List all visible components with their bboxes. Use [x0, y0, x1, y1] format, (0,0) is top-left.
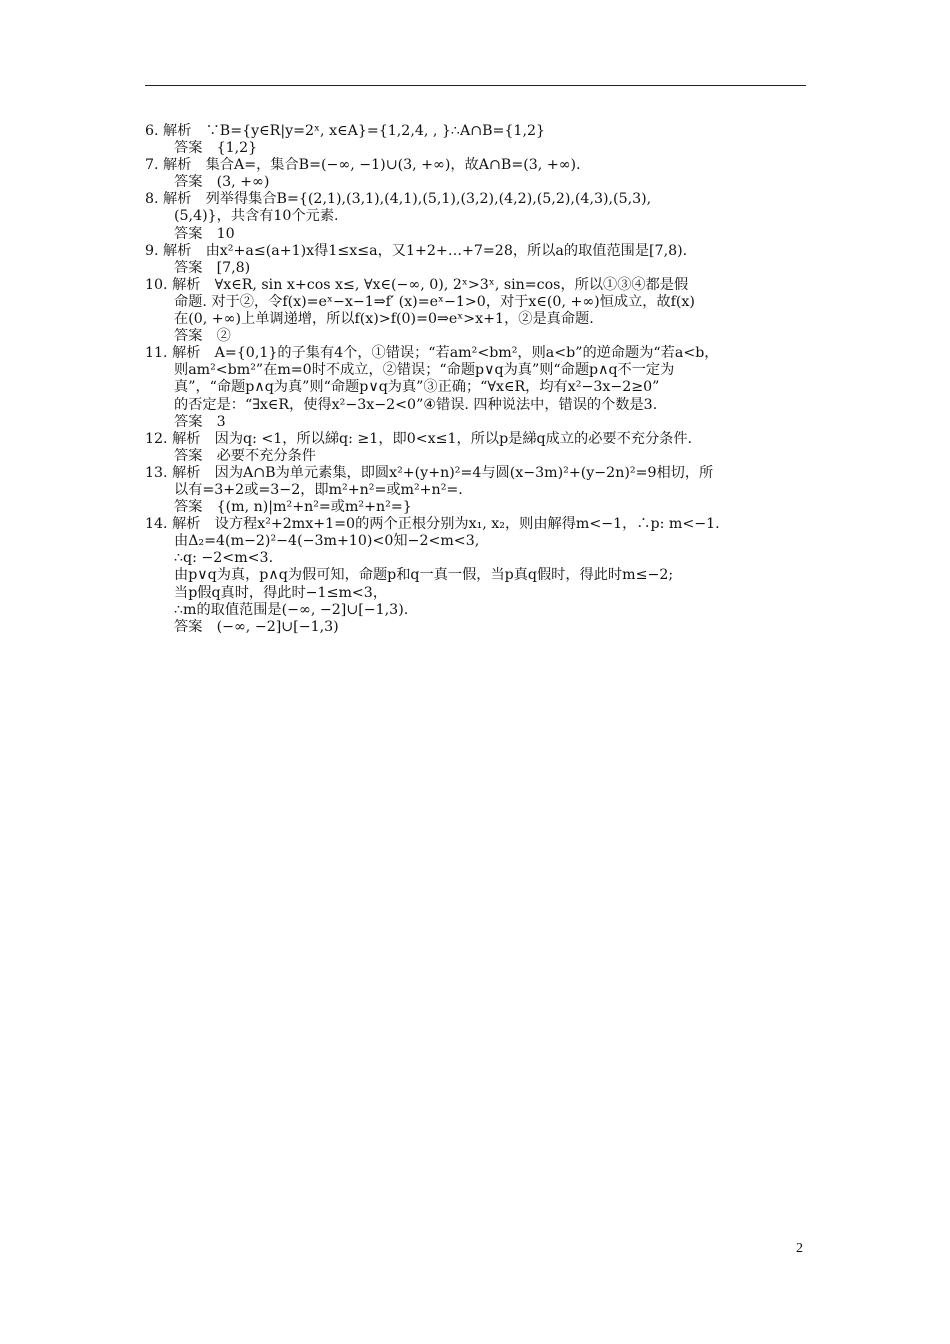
text-line: 命题. 对于②，令f(x)=eˣ−x−1⇒f′ (x)=eˣ−1>0，对于x∈(0, +∞)恒成立，故f(x) [174, 293, 695, 310]
text-line: 答案 必要不充分条件 [174, 447, 316, 464]
text-line: 13. 解析 因为A∩B为单元素集，即圆x²+(y+n)²=4与圆(x−3m)²+(y−2n)²=9相切，所 [145, 464, 714, 481]
text-line: 当p假q真时，得此时−1≤m<3， [174, 584, 388, 601]
page-number: 2 [796, 1241, 803, 1256]
text-line: 则am²<bm²”在m=0时不成立，②错误；“命题p∨q为真”则“命题p∧q不一定为 [174, 362, 675, 379]
text-line: 12. 解析 因为q: <1，所以綈q: ≥1，即0<x≤1，所以p是綈q成立的必要不充分条件. [145, 430, 693, 447]
text-line: 以有=3+2或=3−2，即m²+n²=或m²+n²=. [174, 481, 463, 498]
text-line: 答案 10 [174, 225, 235, 242]
text-line: 答案 {1,2} [174, 140, 258, 157]
text-line: 答案 {(m, n)|m²+n²=或m²+n²=} [174, 499, 412, 516]
text-line: 6. 解析 ∵B={y∈R|y=2ˣ, x∈A}={1,2,4, , }∴A∩B={1,2} [145, 123, 546, 139]
text-line: 14. 解析 设方程x²+2mx+1=0的两个正根分别为x₁, x₂，则由解得m<−1，∴p: m<−1. [145, 516, 720, 533]
text-line: 8. 解析 列举得集合B={(2,1),(3,1),(4,1),(5,1),(3,2),(4,2),(5,2),(4,3),(5,3), [145, 191, 652, 208]
text-line: 答案 (−∞, −2]∪[−1,3) [174, 618, 339, 635]
text-line: (5,4)}，共含有10个元素. [174, 208, 339, 225]
text-line: 由Δ₂=4(m−2)²−4(−3m+10)<0知−2<m<3, [174, 533, 480, 550]
text-line: 10. 解析 ∀x∈R, sin x+cos x≤, ∀x∈(−∞, 0), 2ˣ>3ˣ, sin=cos，所以①③④都是假 [145, 276, 689, 293]
text-line: 答案 (3, +∞) [174, 174, 270, 191]
text-line: ∴q: −2<m<3. [174, 550, 274, 567]
text-line: 答案 3 [174, 413, 226, 430]
text-line: 由p∨q为真，p∧q为假可知，命题p和q一真一假，当p真q假时，得此时m≤−2; [174, 567, 674, 584]
header-rule [145, 85, 806, 86]
text-line: 答案 [7,8) [174, 259, 251, 276]
text-line: 7. 解析 集合A=，集合B=(−∞, −1)∪(3, +∞)，故A∩B=(3, +∞). [145, 157, 581, 174]
text-line: 答案 ② [174, 328, 231, 345]
text-line: 在(0, +∞)上单调递增，所以f(x)>f(0)=0⇒eˣ>x+1，②是真命题. [174, 311, 594, 328]
text-line: 的否定是：“∃x∈R，使得x²−3x−2<0”④错误. 四种说法中，错误的个数是3. [174, 396, 658, 413]
text-line: ∴m的取值范围是(−∞, −2]∪[−1,3). [174, 601, 409, 618]
solutions-text [145, 123, 817, 636]
text-line: 9. 解析 由x²+a≤(a+1)x得1≤x≤a，又1+2+…+7=28，所以a的取值范围是[7,8). [145, 242, 688, 259]
text-line: 11. 解析 A={0,1}的子集有4个，①错误；“若am²<bm²，则a<b”的逆命题为“若a<b， [145, 345, 719, 362]
text-line: 真”，“命题p∧q为真”则“命题p∨q为真”③正确；“∀x∈R，均有x²−3x−2≥0” [174, 379, 660, 396]
